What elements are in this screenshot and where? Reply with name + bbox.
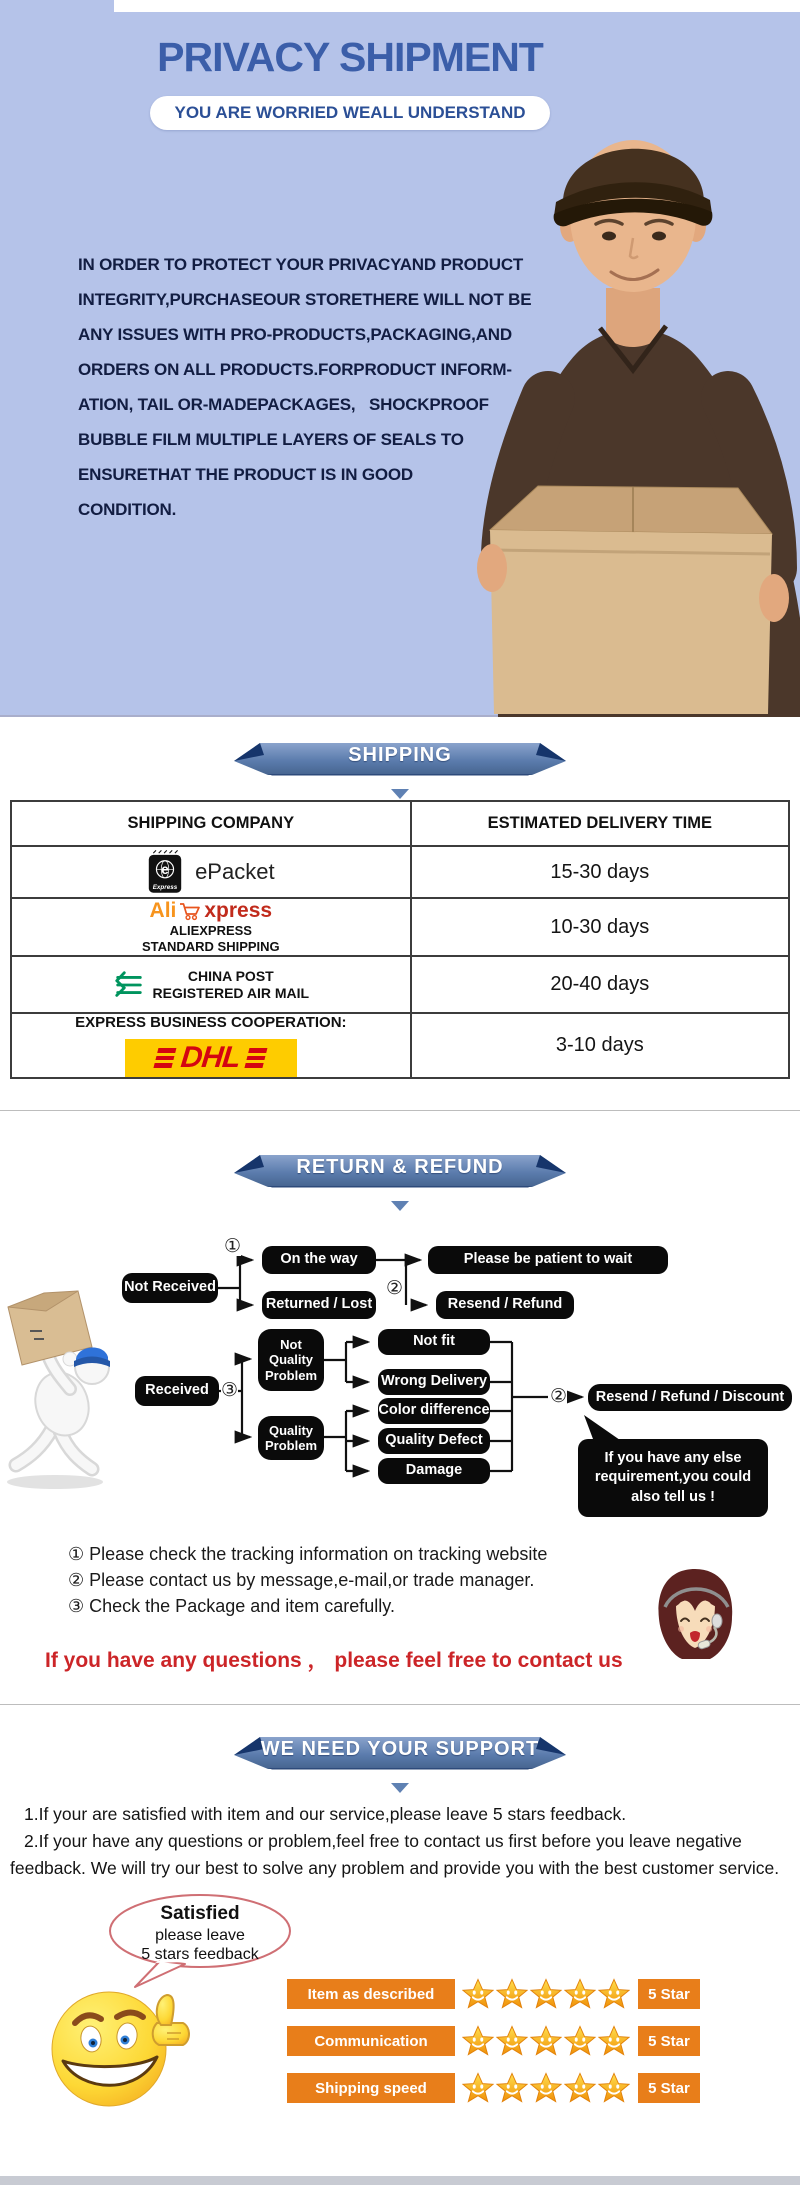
- smiley-star-icon: [598, 2025, 630, 2057]
- feedback-label: Item as described: [287, 1979, 455, 2009]
- table-row: [12, 1012, 788, 1077]
- china-post-logo-icon: [113, 969, 145, 1001]
- privacy-subtitle-pill: YOU ARE WORRIED WEALL UNDERSTAND: [150, 96, 549, 130]
- xpress-text: xpress: [204, 899, 273, 923]
- support-banner-label: WE NEED YOUR SUPPORT: [260, 1738, 540, 1760]
- bubble-line: requirement,you could: [594, 1469, 752, 1486]
- return-refund-banner: [222, 1149, 578, 1193]
- china-post-label: [153, 968, 310, 1002]
- flow-patient: Please be patient to wait: [428, 1246, 668, 1274]
- feedback-rating: 5 Star: [638, 1979, 700, 2009]
- bubble-line: please leave: [155, 1926, 245, 1944]
- flow-resend-refund: Resend / Refund: [436, 1291, 574, 1319]
- shipping-banner-label: SHIPPING: [348, 744, 452, 766]
- flow-not-quality-problem: Not Quality Problem: [258, 1329, 324, 1391]
- shipping-table: [10, 800, 790, 1079]
- note-line: ③ Check the Package and item carefully.: [68, 1596, 395, 1616]
- bubble-line: If you have any else: [604, 1449, 742, 1466]
- privacy-line: IN ORDER TO PROTECT YOUR PRIVACYAND PRODUCT: [78, 255, 524, 274]
- delivery-man-illustration: [428, 98, 800, 717]
- privacy-line: ORDERS ON ALL PRODUCTS.FORPRODUCT INFORM-: [78, 360, 512, 379]
- circled-2-icon: ②: [386, 1278, 404, 1299]
- table-row: [12, 897, 788, 955]
- smiley-star-icon: [564, 2072, 596, 2104]
- courier-figure-illustration: [0, 1289, 125, 1494]
- contact-us-text: If you have any questions ， please feel free to contact us: [45, 1649, 623, 1672]
- smiley-star-icon: [462, 1978, 494, 2010]
- support-section: [0, 1704, 800, 2185]
- dhl-text: DHL: [179, 1041, 242, 1074]
- label-line: CHINA POST: [187, 967, 274, 984]
- satisfied-bubble-text: [113, 1903, 287, 1964]
- smiley-star-icon: [496, 2072, 528, 2104]
- flow-on-the-way: On the way: [262, 1246, 376, 1274]
- support-line: 1.If your are satisfied with item and our service,please leave 5 stars feedback.: [24, 1804, 627, 1824]
- return-refund-section: [0, 1110, 800, 1704]
- smiley-star-icon: [462, 2025, 494, 2057]
- top-white-strip: [114, 0, 800, 12]
- star-rating: [462, 2072, 630, 2104]
- aliexpress-shipping-label: [142, 923, 280, 954]
- shipping-banner: [222, 737, 578, 781]
- shipping-section: [0, 717, 800, 1110]
- smiley-star-icon: [530, 2025, 562, 2057]
- circled-2-icon: ②: [550, 1386, 568, 1407]
- smiley-star-icon: [496, 2025, 528, 2057]
- smiley-star-icon: [598, 1978, 630, 2010]
- flow-resend-refund-discount: Resend / Refund / Discount: [588, 1384, 792, 1411]
- svg-text:e: e: [161, 861, 169, 877]
- epacket-label: ePacket: [195, 859, 275, 884]
- support-line: 2.If your have any questions or problem,feel free to contact us first before you leave negative: [24, 1831, 742, 1851]
- smiley-star-icon: [496, 1978, 528, 2010]
- flow-received: Received: [135, 1376, 219, 1406]
- delivery-time: 15-30 days: [550, 860, 650, 883]
- svg-text:Express: Express: [152, 884, 178, 892]
- flow-quality-defect: Quality Defect: [378, 1428, 490, 1454]
- privacy-line: CONDITION.: [78, 500, 177, 519]
- down-triangle-icon: [391, 1201, 409, 1211]
- express-cooperation-label: EXPRESS BUSINESS COOPERATION:: [75, 1014, 347, 1031]
- circled-1-icon: ①: [224, 1236, 242, 1257]
- delivery-time: 20-40 days: [550, 973, 650, 995]
- epacket-logo-icon: [147, 849, 183, 895]
- feedback-row: [287, 1978, 800, 2010]
- support-paragraph: [10, 1801, 792, 1882]
- bubble-line: also tell us !: [631, 1488, 715, 1505]
- flow-wrong-delivery: Wrong Delivery: [378, 1369, 490, 1395]
- bottom-divider-bar: [0, 2176, 800, 2185]
- privacy-shipment-section: [0, 0, 800, 717]
- flow-quality-problem: Quality Problem: [258, 1416, 324, 1460]
- dhl-logo: [125, 1039, 297, 1077]
- return-flowchart: [0, 1231, 800, 1531]
- smiley-star-icon: [462, 2072, 494, 2104]
- label-line: STANDARD SHIPPING: [141, 939, 280, 954]
- delivery-time: 10-30 days: [550, 915, 650, 938]
- label-line: REGISTERED AIR MAIL: [152, 984, 310, 1001]
- down-triangle-icon: [391, 789, 409, 799]
- support-banner: [222, 1731, 578, 1775]
- bubble-line: 5 stars feedback: [141, 1945, 259, 1963]
- smiley-star-icon: [530, 2072, 562, 2104]
- delivery-time: 3-10 days: [555, 1034, 644, 1056]
- flow-returned-lost: Returned / Lost: [262, 1291, 376, 1319]
- label-line: ALIEXPRESS: [169, 923, 252, 939]
- feedback-label: Communication: [287, 2026, 455, 2056]
- privacy-title: PRIVACY SHIPMENT: [157, 34, 543, 80]
- privacy-line: ATION, TAIL OR-MADEPACKAGES, SHOCKPROOF: [78, 395, 489, 414]
- privacy-line: BUBBLE FILM MULTIPLE LAYERS OF SEALS TO: [78, 430, 464, 449]
- circled-3-icon: ③: [221, 1380, 239, 1401]
- flow-damage: Damage: [378, 1458, 490, 1484]
- flow-not-received: Not Received: [122, 1273, 218, 1303]
- smiley-star-icon: [564, 2025, 596, 2057]
- support-line: feedback. We will try our best to solve any problem and provide you with the best customer service.: [10, 1858, 780, 1878]
- table-row: [12, 955, 788, 1012]
- dhl-stripes-left: [154, 1048, 177, 1068]
- smiley-thumbs-up-icon: [45, 1983, 205, 2109]
- feedback-row: [287, 2025, 800, 2057]
- feedback-rating: 5 Star: [638, 2073, 700, 2103]
- dhl-stripes-right: [245, 1048, 268, 1068]
- flow-speech-bubble: [578, 1439, 768, 1517]
- aliexpress-cart-icon: [178, 901, 202, 921]
- flow-not-fit: Not fit: [378, 1329, 490, 1355]
- aliexpress-logo: [150, 899, 273, 923]
- privacy-line: INTEGRITY,PURCHASEOUR STORETHERE WILL NOT BE: [78, 290, 532, 309]
- table-row: [12, 845, 788, 897]
- note-line: ② Please contact us by message,e-mail,or trade manager.: [68, 1570, 535, 1590]
- customer-service-girl-icon: [648, 1563, 743, 1668]
- flow-color-difference: Color difference: [378, 1398, 490, 1424]
- header-delivery-time: ESTIMATED DELIVERY TIME: [487, 814, 712, 832]
- ali-text: Ali: [149, 899, 177, 923]
- return-refund-banner-label: RETURN & REFUND: [296, 1156, 504, 1178]
- privacy-line: ENSURETHAT THE PRODUCT IS IN GOOD: [78, 465, 413, 484]
- down-triangle-icon: [391, 1783, 409, 1793]
- smiley-star-icon: [598, 2072, 630, 2104]
- feedback-row: [287, 2072, 800, 2104]
- star-rating: [462, 2025, 630, 2057]
- header-shipping-company: SHIPPING COMPANY: [12, 802, 412, 845]
- feedback-label: Shipping speed: [287, 2073, 455, 2103]
- bubble-title: Satisfied: [160, 1903, 240, 1924]
- table-header-row: [12, 802, 788, 845]
- return-notes: [68, 1541, 547, 1619]
- privacy-line: ANY ISSUES WITH PRO-PRODUCTS,PACKAGING,AND: [78, 325, 512, 344]
- smiley-star-icon: [530, 1978, 562, 2010]
- note-line: ① Please check the tracking information on tracking website: [68, 1544, 548, 1564]
- star-rating: [462, 1978, 630, 2010]
- feedback-rating: 5 Star: [638, 2026, 700, 2056]
- smiley-star-icon: [564, 1978, 596, 2010]
